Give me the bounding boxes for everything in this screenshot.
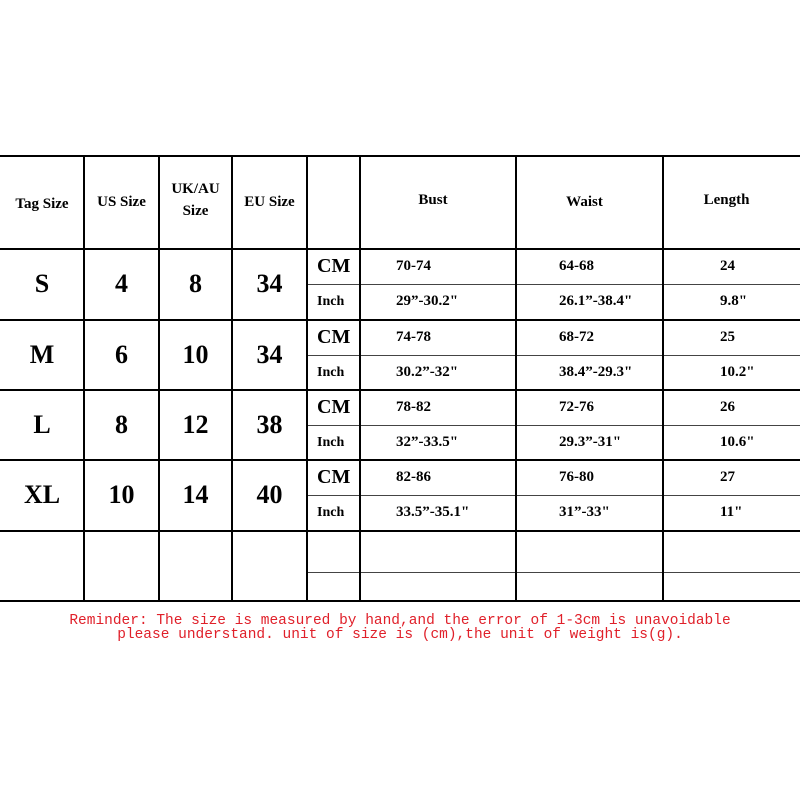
size-tag: XL (23, 480, 61, 509)
size-tag: S (34, 269, 50, 298)
cm-waist-value: 76-80 (559, 469, 594, 485)
cm-bust-value: 74-78 (396, 329, 431, 345)
inch-length-value: 10.2" (720, 364, 755, 380)
size-tag: L (33, 410, 51, 439)
header-eu-size: EU Size (244, 194, 295, 210)
table-rule-horizontal (307, 572, 800, 573)
size-us: 6 (115, 340, 128, 369)
size-eu: 34 (256, 269, 283, 298)
header-tag-size: Tag Size (15, 196, 69, 212)
cm-length-value: 24 (720, 258, 735, 274)
inch-length-value: 9.8" (720, 293, 748, 309)
header-us-size: US Size (97, 194, 146, 210)
size-eu: 38 (256, 410, 283, 439)
inch-bust-value: 33.5”-35.1" (396, 504, 470, 520)
inch-bust-value: 32”-33.5" (396, 434, 459, 450)
unit-cm-label: CM (317, 466, 351, 488)
inch-waist-value: 31”-33" (559, 504, 610, 520)
table-rule-horizontal (0, 600, 800, 602)
size-eu: 34 (256, 340, 283, 369)
unit-inch-label: Inch (317, 293, 345, 309)
size-us: 10 (108, 480, 135, 509)
size-eu: 40 (256, 480, 283, 509)
cm-waist-value: 72-76 (559, 399, 594, 415)
table-rule-horizontal (0, 530, 800, 532)
inch-length-value: 11" (720, 504, 743, 520)
unit-cm-label: CM (317, 326, 351, 348)
inch-bust-value: 30.2”-32" (396, 364, 459, 380)
cm-length-value: 27 (720, 469, 735, 485)
cm-bust-value: 82-86 (396, 469, 431, 485)
reminder-line-1: Reminder: The size is measured by hand,and the error of 1-3cm is unavoidable (69, 613, 731, 629)
unit-inch-label: Inch (317, 434, 345, 450)
unit-inch-label: Inch (317, 504, 345, 520)
unit-cm-label: CM (317, 396, 351, 418)
header-length: Length (703, 192, 750, 208)
cm-bust-value: 70-74 (396, 258, 431, 274)
size-ukau: 14 (182, 480, 209, 509)
cm-waist-value: 68-72 (559, 329, 594, 345)
size-tag: M (29, 340, 55, 369)
inch-waist-value: 26.1”-38.4" (559, 293, 633, 309)
size-us: 4 (115, 269, 128, 298)
inch-waist-value: 38.4”-29.3" (559, 364, 633, 380)
inch-length-value: 10.6" (720, 434, 755, 450)
unit-cm-label: CM (317, 255, 351, 277)
size-ukau: 10 (182, 340, 209, 369)
unit-inch-label: Inch (317, 364, 345, 380)
cm-length-value: 25 (720, 329, 735, 345)
inch-waist-value: 29.3”-31" (559, 434, 622, 450)
header-bust: Bust (418, 192, 448, 208)
header-ukau-line1: UK/AU (171, 181, 220, 197)
cm-length-value: 26 (720, 399, 735, 415)
cm-bust-value: 78-82 (396, 399, 431, 415)
header-ukau-size (159, 155, 232, 245)
size-ukau: 12 (182, 410, 209, 439)
size-ukau: 8 (189, 269, 202, 298)
header-waist: Waist (566, 194, 603, 210)
inch-bust-value: 29”-30.2" (396, 293, 459, 309)
size-us: 8 (115, 410, 128, 439)
cm-waist-value: 64-68 (559, 258, 594, 274)
header-ukau-line2: Size (182, 203, 209, 219)
reminder-line-2: please understand. unit of size is (cm),the unit of weight is(g). (117, 627, 683, 643)
